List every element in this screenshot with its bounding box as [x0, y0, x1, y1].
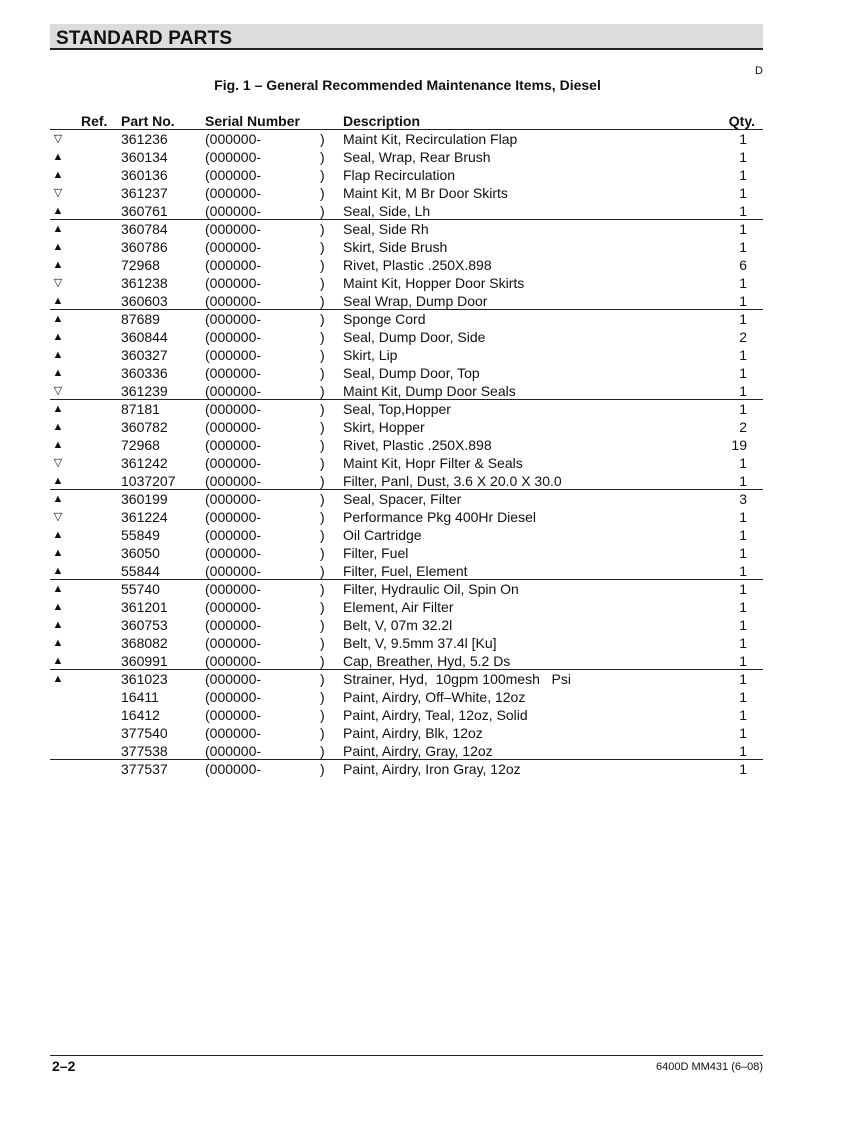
serial-number: (000000- — [205, 617, 262, 633]
description: Filter, Fuel, Element — [343, 563, 468, 579]
serial-close-paren: ) — [320, 725, 325, 741]
part-number: 361238 — [121, 275, 168, 291]
serial-number: (000000- — [205, 581, 262, 597]
table-row — [50, 220, 763, 238]
serial-number: (000000- — [205, 167, 262, 183]
description: Seal, Dump Door, Side — [343, 329, 486, 345]
serial-number: (000000- — [205, 239, 262, 255]
section-title: STANDARD PARTS — [56, 28, 233, 49]
description: Filter, Panl, Dust, 3.6 X 20.0 X 30.0 — [343, 473, 562, 489]
serial-number: (000000- — [205, 599, 262, 615]
part-number: 360782 — [121, 419, 168, 435]
table-row — [50, 706, 763, 724]
part-number: 361236 — [121, 131, 168, 147]
quantity: 1 — [739, 725, 747, 741]
part-number: 72968 — [121, 437, 160, 453]
quantity: 1 — [739, 221, 747, 237]
quantity: 1 — [739, 743, 747, 759]
quantity: 1 — [739, 365, 747, 381]
serial-number: (000000- — [205, 743, 262, 759]
description: Filter, Fuel — [343, 545, 409, 561]
serial-number: (000000- — [205, 419, 262, 435]
description: Seal, Dump Door, Top — [343, 365, 480, 381]
ref-symbol-icon: ▲ — [52, 673, 64, 685]
table-row — [50, 364, 763, 382]
serial-number: (000000- — [205, 185, 262, 201]
ref-symbol-icon: ▽ — [53, 187, 63, 199]
serial-close-paren: ) — [320, 275, 325, 291]
quantity: 1 — [739, 707, 747, 723]
serial-close-paren: ) — [320, 671, 325, 687]
quantity: 1 — [739, 239, 747, 255]
table-row — [50, 688, 763, 706]
serial-close-paren: ) — [320, 707, 325, 723]
serial-close-paren: ) — [320, 599, 325, 615]
table-row — [50, 292, 763, 310]
ref-symbol-icon: ▲ — [52, 655, 64, 667]
serial-close-paren: ) — [320, 419, 325, 435]
part-number: 361201 — [121, 599, 168, 615]
part-number: 361023 — [121, 671, 168, 687]
quantity: 1 — [739, 311, 747, 327]
description: Maint Kit, Hopper Door Skirts — [343, 275, 525, 291]
table-row — [50, 490, 763, 508]
document-id: 6400D MM431 (6–08) — [655, 1061, 763, 1073]
table-row — [50, 436, 763, 454]
ref-symbol-icon: ▲ — [52, 223, 64, 235]
ref-symbol-icon: ▲ — [52, 619, 64, 631]
ref-symbol-icon: ▲ — [52, 493, 64, 505]
serial-number: (000000- — [205, 275, 262, 291]
part-number: 360761 — [121, 203, 168, 219]
quantity: 1 — [739, 149, 747, 165]
quantity: 1 — [739, 473, 747, 489]
figure-title-text: Fig. 1 – General Recommended Maintenance Items, Diesel — [214, 77, 601, 93]
description: Maint Kit, Dump Door Seals — [343, 383, 516, 399]
figure-title — [50, 77, 763, 93]
serial-close-paren: ) — [320, 545, 325, 561]
part-number: 1037207 — [121, 473, 176, 489]
serial-close-paren: ) — [320, 617, 325, 633]
table-row — [50, 616, 763, 634]
table-row — [50, 274, 763, 292]
table-row — [50, 760, 763, 778]
part-number: 36050 — [121, 545, 160, 561]
description: Rivet, Plastic .250X.898 — [343, 257, 492, 273]
description: Seal, Top,Hopper — [343, 401, 451, 417]
serial-close-paren: ) — [320, 635, 325, 651]
table-row — [50, 724, 763, 742]
table-body — [50, 130, 763, 778]
ref-symbol-icon: ▲ — [52, 565, 64, 577]
serial-number: (000000- — [205, 653, 262, 669]
description: Skirt, Side Brush — [343, 239, 448, 255]
description: Strainer, Hyd, 10gpm 100mesh Psi — [343, 671, 571, 687]
serial-close-paren: ) — [320, 581, 325, 597]
quantity: 1 — [739, 185, 747, 201]
column-header-qty: Qty. — [728, 113, 755, 129]
serial-close-paren: ) — [320, 761, 325, 777]
ref-symbol-icon: ▽ — [53, 133, 63, 145]
table-row — [50, 148, 763, 166]
serial-number: (000000- — [205, 131, 262, 147]
description: Oil Cartridge — [343, 527, 422, 543]
quantity: 1 — [739, 545, 747, 561]
ref-symbol-icon: ▲ — [52, 241, 64, 253]
description: Skirt, Lip — [343, 347, 398, 363]
parts-table — [50, 112, 763, 778]
serial-close-paren: ) — [320, 455, 325, 471]
quantity: 1 — [739, 617, 747, 633]
table-row — [50, 526, 763, 544]
part-number: 87181 — [121, 401, 160, 417]
serial-close-paren: ) — [320, 131, 325, 147]
serial-number: (000000- — [205, 527, 262, 543]
ref-symbol-icon: ▲ — [52, 547, 64, 559]
serial-close-paren: ) — [320, 491, 325, 507]
quantity: 1 — [739, 599, 747, 615]
quantity: 19 — [731, 437, 747, 453]
serial-close-paren: ) — [320, 689, 325, 705]
ref-symbol-icon: ▲ — [52, 439, 64, 451]
part-number: 55849 — [121, 527, 160, 543]
table-row — [50, 184, 763, 202]
serial-number: (000000- — [205, 761, 262, 777]
serial-close-paren: ) — [320, 401, 325, 417]
table-row — [50, 454, 763, 472]
table-row — [50, 544, 763, 562]
table-row — [50, 256, 763, 274]
serial-number: (000000- — [205, 545, 262, 561]
serial-number: (000000- — [205, 293, 262, 309]
quantity: 1 — [739, 383, 747, 399]
quantity: 2 — [739, 419, 747, 435]
description: Seal, Spacer, Filter — [343, 491, 462, 507]
serial-close-paren: ) — [320, 473, 325, 489]
description: Skirt, Hopper — [343, 419, 425, 435]
description: Belt, V, 07m 32.2l — [343, 617, 453, 633]
section-header-bar — [50, 24, 763, 50]
part-number: 360784 — [121, 221, 168, 237]
ref-symbol-icon: ▲ — [52, 169, 64, 181]
serial-number: (000000- — [205, 329, 262, 345]
ref-symbol-icon: ▲ — [52, 529, 64, 541]
description: Element, Air Filter — [343, 599, 454, 615]
table-row — [50, 598, 763, 616]
serial-number: (000000- — [205, 203, 262, 219]
table-row — [50, 238, 763, 256]
description: Paint, Airdry, Blk, 12oz — [343, 725, 483, 741]
description: Sponge Cord — [343, 311, 426, 327]
quantity: 1 — [739, 401, 747, 417]
table-row — [50, 328, 763, 346]
part-number: 87689 — [121, 311, 160, 327]
table-row — [50, 580, 763, 598]
table-row — [50, 742, 763, 760]
serial-close-paren: ) — [320, 257, 325, 273]
description: Paint, Airdry, Iron Gray, 12oz — [343, 761, 521, 777]
quantity: 1 — [739, 761, 747, 777]
page-number: 2–2 — [52, 1058, 76, 1074]
table-row — [50, 634, 763, 652]
serial-close-paren: ) — [320, 185, 325, 201]
quantity: 1 — [739, 203, 747, 219]
table-row — [50, 562, 763, 580]
table-row — [50, 670, 763, 688]
ref-symbol-icon: ▲ — [52, 637, 64, 649]
part-number: 360991 — [121, 653, 168, 669]
description: Maint Kit, Recirculation Flap — [343, 131, 518, 147]
quantity: 1 — [739, 293, 747, 309]
table-header — [50, 112, 763, 130]
serial-close-paren: ) — [320, 563, 325, 579]
part-number: 361242 — [121, 455, 168, 471]
description: Seal Wrap, Dump Door — [343, 293, 488, 309]
part-number: 360753 — [121, 617, 168, 633]
ref-symbol-icon: ▲ — [52, 403, 64, 415]
serial-close-paren: ) — [320, 329, 325, 345]
ref-symbol-icon: ▲ — [52, 421, 64, 433]
ref-symbol-icon: ▲ — [52, 151, 64, 163]
description: Flap Recirculation — [343, 167, 456, 183]
quantity: 1 — [739, 689, 747, 705]
table-row — [50, 310, 763, 328]
serial-number: (000000- — [205, 383, 262, 399]
part-number: 72968 — [121, 257, 160, 273]
serial-close-paren: ) — [320, 383, 325, 399]
ref-symbol-icon: ▲ — [52, 367, 64, 379]
ref-symbol-icon: ▲ — [52, 331, 64, 343]
quantity: 3 — [739, 491, 747, 507]
description: Filter, Hydraulic Oil, Spin On — [343, 581, 519, 597]
serial-close-paren: ) — [320, 203, 325, 219]
quantity: 1 — [739, 671, 747, 687]
part-number: 361237 — [121, 185, 168, 201]
quantity: 1 — [739, 581, 747, 597]
column-header-description: Description — [343, 113, 421, 129]
part-number: 377540 — [121, 725, 168, 741]
serial-close-paren: ) — [320, 149, 325, 165]
table-row — [50, 418, 763, 436]
part-number: 16412 — [121, 707, 160, 723]
ref-symbol-icon: ▲ — [52, 295, 64, 307]
ref-symbol-icon: ▲ — [52, 601, 64, 613]
serial-close-paren: ) — [320, 167, 325, 183]
column-header-serial-number: Serial Number — [205, 113, 300, 129]
serial-number: (000000- — [205, 671, 262, 687]
description: Seal, Side Rh — [343, 221, 429, 237]
description: Maint Kit, M Br Door Skirts — [343, 185, 508, 201]
table-row — [50, 166, 763, 184]
part-number: 360136 — [121, 167, 168, 183]
serial-close-paren: ) — [320, 221, 325, 237]
serial-number: (000000- — [205, 725, 262, 741]
description: Paint, Airdry, Gray, 12oz — [343, 743, 493, 759]
quantity: 1 — [739, 455, 747, 471]
quantity: 1 — [739, 275, 747, 291]
part-number: 368082 — [121, 635, 168, 651]
part-number: 361239 — [121, 383, 168, 399]
part-number: 361224 — [121, 509, 168, 525]
part-number: 360844 — [121, 329, 168, 345]
serial-number: (000000- — [205, 221, 262, 237]
part-number: 360327 — [121, 347, 168, 363]
table-row — [50, 652, 763, 670]
quantity: 1 — [739, 509, 747, 525]
quantity: 1 — [739, 635, 747, 651]
quantity: 1 — [739, 653, 747, 669]
serial-number: (000000- — [205, 347, 262, 363]
ref-symbol-icon: ▲ — [52, 583, 64, 595]
serial-number: (000000- — [205, 401, 262, 417]
description: Belt, V, 9.5mm 37.4l [Ku] — [343, 635, 497, 651]
serial-number: (000000- — [205, 149, 262, 165]
part-number: 377538 — [121, 743, 168, 759]
description: Paint, Airdry, Off–White, 12oz — [343, 689, 526, 705]
description: Cap, Breather, Hyd, 5.2 Ds — [343, 653, 511, 669]
table-row — [50, 472, 763, 490]
table-row — [50, 202, 763, 220]
serial-close-paren: ) — [320, 743, 325, 759]
serial-number: (000000- — [205, 635, 262, 651]
part-number: 360336 — [121, 365, 168, 381]
table-row — [50, 382, 763, 400]
ref-symbol-icon: ▽ — [53, 457, 63, 469]
table-row — [50, 400, 763, 418]
part-number: 360603 — [121, 293, 168, 309]
part-number: 360134 — [121, 149, 168, 165]
ref-symbol-icon: ▲ — [52, 205, 64, 217]
ref-symbol-icon: ▽ — [53, 277, 63, 289]
serial-close-paren: ) — [320, 239, 325, 255]
serial-number: (000000- — [205, 257, 262, 273]
column-header-part-no: Part No. — [121, 113, 175, 129]
serial-close-paren: ) — [320, 311, 325, 327]
ref-symbol-icon: ▽ — [53, 385, 63, 397]
part-number: 360786 — [121, 239, 168, 255]
quantity: 1 — [739, 167, 747, 183]
part-number: 55844 — [121, 563, 160, 579]
quantity: 1 — [739, 563, 747, 579]
description: Performance Pkg 400Hr Diesel — [343, 509, 536, 525]
serial-close-paren: ) — [320, 365, 325, 381]
part-number: 16411 — [121, 689, 159, 705]
description: Rivet, Plastic .250X.898 — [343, 437, 492, 453]
quantity: 6 — [739, 257, 747, 273]
serial-close-paren: ) — [320, 509, 325, 525]
ref-symbol-icon: ▲ — [52, 313, 64, 325]
quantity: 1 — [739, 527, 747, 543]
part-number: 55740 — [121, 581, 160, 597]
description: Seal, Side, Lh — [343, 203, 431, 219]
column-header-ref: Ref. — [81, 113, 108, 129]
description: Seal, Wrap, Rear Brush — [343, 149, 491, 165]
serial-number: (000000- — [205, 563, 262, 579]
serial-close-paren: ) — [320, 293, 325, 309]
table-row — [50, 508, 763, 526]
serial-close-paren: ) — [320, 347, 325, 363]
serial-number: (000000- — [205, 509, 262, 525]
serial-close-paren: ) — [320, 653, 325, 669]
serial-number: (000000- — [205, 473, 262, 489]
ref-symbol-icon: ▲ — [52, 475, 64, 487]
serial-number: (000000- — [205, 689, 262, 705]
part-number: 377537 — [121, 761, 168, 777]
ref-symbol-icon: ▲ — [52, 349, 64, 361]
table-row — [50, 130, 763, 148]
serial-number: (000000- — [205, 455, 262, 471]
serial-number: (000000- — [205, 311, 262, 327]
ref-symbol-icon: ▲ — [52, 259, 64, 271]
description: Maint Kit, Hopr Filter & Seals — [343, 455, 523, 471]
serial-number: (000000- — [205, 707, 262, 723]
quantity: 2 — [739, 329, 747, 345]
footer-divider — [50, 1055, 763, 1056]
serial-close-paren: ) — [320, 437, 325, 453]
corner-letter: D — [755, 65, 763, 77]
serial-close-paren: ) — [320, 527, 325, 543]
table-row — [50, 346, 763, 364]
serial-number: (000000- — [205, 437, 262, 453]
ref-symbol-icon: ▽ — [53, 511, 63, 523]
quantity: 1 — [739, 347, 747, 363]
serial-number: (000000- — [205, 491, 262, 507]
serial-number: (000000- — [205, 365, 262, 381]
part-number: 360199 — [121, 491, 168, 507]
quantity: 1 — [739, 131, 747, 147]
description: Paint, Airdry, Teal, 12oz, Solid — [343, 707, 528, 723]
